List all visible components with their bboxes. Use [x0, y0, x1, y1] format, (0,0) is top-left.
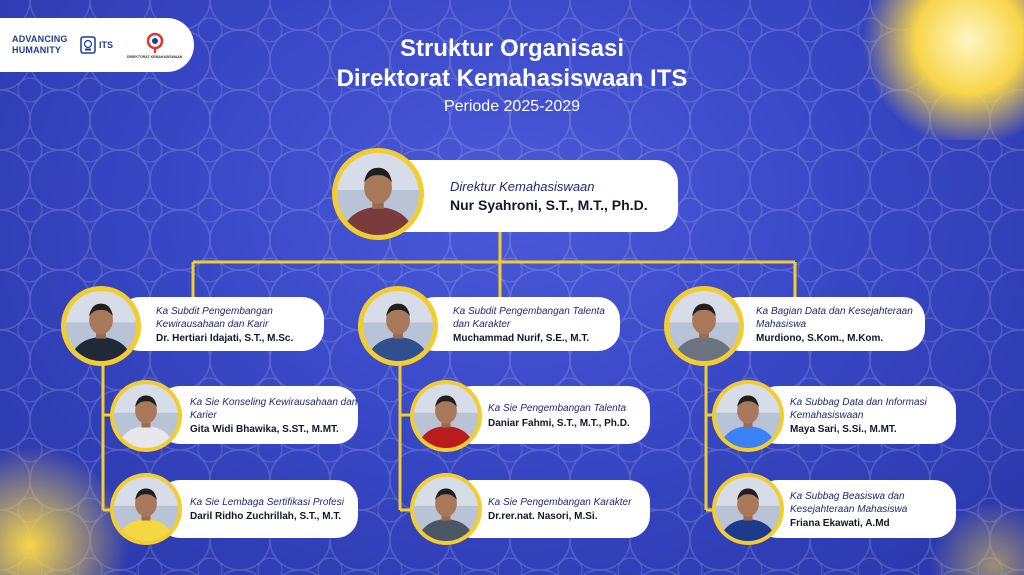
person-portrait-icon [716, 477, 780, 541]
staff-name: Daniar Fahmi, S.T., M.T., Ph.D. [488, 417, 630, 429]
staff-role: Ka Subbag Beasiswa dan Kesejahteraan Mahasiswa [790, 490, 908, 515]
staff-avatar [410, 473, 482, 545]
period-label: Periode 2025-2029 [443, 98, 581, 115]
staff-name: Dr.rer.nat. Nasori, M.Si. [488, 511, 598, 522]
person-portrait-icon [114, 384, 178, 448]
staff-role: Ka Sie Pengembangan Talenta [488, 402, 627, 414]
advancing-humanity-logo: ADVANCING HUMANITY [12, 34, 68, 55]
head-name: Murdiono, S.Kom., M.Kom. [756, 332, 884, 344]
head-name: Muchammad Nurif, S.E., M.T. [453, 332, 590, 344]
director-role: Direktur Kemahasiswaan [450, 179, 595, 194]
staff-card [756, 480, 956, 538]
person-portrait-icon [716, 384, 780, 448]
staff-name: Friana Ekawati, A.Md [790, 517, 890, 529]
head-card [413, 297, 620, 351]
staff-avatar [410, 380, 482, 452]
head-avatar [664, 286, 744, 366]
head-role: Ka Subdit Pengembangan Talenta dan Karakter [453, 305, 605, 330]
its-logo-text: ITS [99, 40, 114, 50]
staff-avatar [712, 380, 784, 452]
staff-role: Ka Sie Konseling Kewirausahaan dan Karier [190, 396, 358, 421]
head-card [118, 297, 324, 351]
head-name: Dr. Hertiari Idajati, S.T., M.Sc. [156, 332, 294, 344]
page-title: Struktur Organisasi [399, 35, 625, 62]
director-avatar [332, 148, 424, 240]
person-portrait-icon [66, 291, 136, 361]
person-portrait-icon [363, 291, 433, 361]
staff-card [158, 480, 358, 538]
person-portrait-icon [669, 291, 739, 361]
staff-card [756, 386, 956, 444]
staff-avatar [110, 473, 182, 545]
staff-name: Daril Ridho Zuchrillah, S.T., M.T. [190, 511, 342, 522]
staff-role: Ka Subbag Data dan Informasi Kemahasiswaan [790, 396, 927, 421]
page-subtitle: Direktorat Kemahasiswaan ITS [336, 65, 688, 92]
staff-avatar [110, 380, 182, 452]
person-portrait-icon [414, 477, 478, 541]
staff-name: Gita Widi Bhawika, S.ST., M.MT. [190, 423, 339, 435]
head-role: Ka Bagian Data dan Kesejahteraan Mahasiswa [756, 305, 913, 330]
person-portrait-icon [337, 153, 419, 235]
head-avatar [61, 286, 141, 366]
staff-avatar [712, 473, 784, 545]
staff-name: Maya Sari, S.Si., M.MT. [790, 423, 897, 435]
head-avatar [358, 286, 438, 366]
director-name: Nur Syahroni, S.T., M.T., Ph.D. [450, 197, 648, 213]
person-portrait-icon [114, 477, 178, 541]
person-portrait-icon [414, 384, 478, 448]
head-role: Ka Subdit Pengembangan Kewirausahaan dan Karir [156, 305, 273, 330]
staff-role: Ka Sie Pengembangan Karakter [488, 497, 632, 508]
staff-role: Ka Sie Lembaga Sertifikasi Profesi [190, 497, 344, 508]
directorate-logo-text: DIREKTORAT KEMAHASISWAAN [127, 54, 183, 59]
head-card [718, 297, 925, 351]
staff-card [158, 386, 358, 444]
director-card [380, 160, 678, 232]
